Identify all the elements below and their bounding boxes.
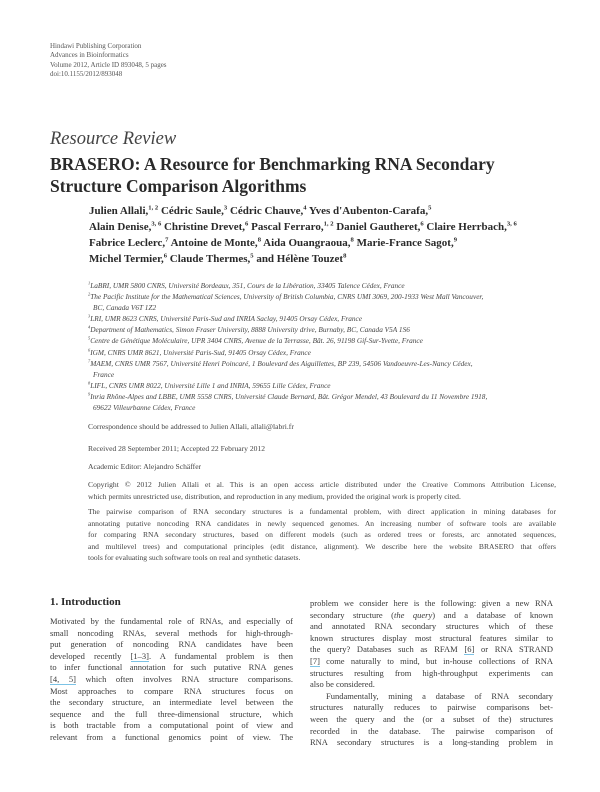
text-line: and annotated RNA secondary structures which of these (310, 621, 553, 632)
author-name: Cédric Saule, (158, 205, 224, 217)
affiliation-line (88, 280, 556, 291)
affiliation-line (88, 324, 556, 335)
affiliations (88, 280, 556, 413)
author-affiliation-mark: 3 (223, 204, 228, 212)
text-line: to infer functional annotation for such putative RNA genes (50, 662, 293, 673)
left-column (50, 616, 293, 744)
affiliation-text: France (93, 369, 115, 379)
text-line: structures resulting from high-throughput experiments can (310, 667, 553, 678)
affiliation-line (88, 358, 556, 369)
author-affiliation-mark: 8 (343, 252, 347, 260)
citation-link[interactable]: [6] (464, 644, 475, 655)
affiliation-text: Inria Rhône-Alpes and LBBE, UMR 5558 CNRS, Université Claude Bernard, Bât. Grégor Mendel, 43 Boulevard du 11 Novembre 1918, (90, 391, 488, 401)
affiliation-text: BC, Canada V6T 1Z2 (93, 303, 157, 313)
abstract-line: and multilevel trees) and computational principles (edit distance, alignment). We describe here the website BRASERO that offers (88, 541, 556, 551)
affiliation-number: 6 (88, 347, 91, 353)
author-affiliation-mark: 1, 2 (323, 220, 334, 228)
text-line: put generation of noncoding RNA candidates have been (50, 639, 293, 650)
affiliation-number: 2 (88, 291, 91, 297)
header-journal: Advances in Bioinformatics (50, 51, 129, 60)
text-span: or RNA STRAND (474, 644, 553, 655)
header-publisher: Hindawi Publishing Corporation (50, 42, 142, 50)
title-line: BRASERO: A Resource for Benchmarking RNA Secondary (50, 154, 495, 174)
affiliation-text: LIFL, CNRS UMR 8022, Université Lille 1 and INRIA, 59655 Lille Cédex, France (90, 380, 331, 390)
affiliation-line (88, 369, 556, 380)
text-line: relevant from a functional genomics point of view. The (50, 731, 293, 742)
affiliation-line (88, 402, 556, 413)
right-column (310, 598, 553, 749)
copyright (88, 479, 556, 502)
author-name: Claude Thermes, (167, 253, 251, 265)
author-name: Marie-France Sagot, (353, 237, 454, 249)
author-name: Michel Termier, (89, 253, 164, 265)
paper-title (50, 153, 495, 197)
text-line: also be considered. (310, 679, 375, 690)
affiliation-number: 9 (88, 391, 91, 397)
text-line: structures naturally reduces to pairwise comparisons bet- (310, 702, 553, 713)
text-line: ween the query and the (or a subset of the) structures (310, 713, 553, 724)
text-span: the query? Databases such as RFAM (310, 644, 465, 655)
affiliation-text: Centre de Génétique Moléculaire, UPR 3404 CNRS, Avenue de la Terrasse, Bât. 26, 91198 Gif-Sur-Yvette, France (90, 336, 423, 346)
citation-link[interactable]: [7] (310, 655, 320, 666)
author-affiliation-mark: 1, 2 (148, 204, 159, 212)
text-line: is both tractable from a computational point of view and (50, 720, 293, 731)
author-line (89, 203, 517, 219)
text-line: sequence and the full three-dimensional structure, which (50, 708, 293, 719)
affiliation-text: MAEM, CNRS UMR 7567, Université Henri Poincaré, 1 Boulevard des Aiguillettes, BP 239, 54506 Vandoeuvre-Les-Nancy Cédex, (90, 358, 473, 368)
author-name: Antoine de Monte, (168, 237, 258, 249)
author-name: Julien Allali, (89, 205, 149, 217)
affiliation-line (88, 391, 556, 402)
header-volume: Volume 2012, Article ID 893048, 5 pages (50, 60, 167, 69)
affiliation-text: IGM, CNRS UMR 8621, Université Paris-Sud, 91405 Orsay Cédex, France (90, 347, 311, 357)
affiliation-number: 3 (88, 313, 91, 319)
author-name: Claire Herrbach, (423, 221, 507, 233)
affiliation-number: 5 (88, 336, 91, 342)
text-line: problem we consider here is the following: given a new RNA (310, 598, 553, 608)
journal-header (50, 42, 167, 79)
text-line (310, 610, 553, 622)
emphasis: the query (394, 609, 433, 620)
affiliation-line (88, 313, 556, 324)
author-affiliation-mark: 6 (420, 220, 424, 228)
affiliation-text: LaBRI, UMR 5800 CNRS, Université Bordeaux, 351, Cours de la Libération, 33405 Talence Cédex, France (90, 281, 405, 290)
affiliation-number: 4 (88, 324, 91, 330)
author-affiliation-mark: 9 (453, 236, 458, 244)
author-name: Yves d'Aubenton-Carafa, (306, 205, 429, 217)
text-span: come naturally to mind, but in-house collections of RNA (319, 655, 553, 666)
author-affiliation-mark: 3, 6 (506, 220, 517, 228)
text-span: secondary structure ( (310, 609, 394, 620)
affiliation-line (88, 347, 556, 358)
text-line: recorded in the database. The pairwise comparison of (310, 725, 553, 736)
text-line (50, 674, 293, 686)
author-affiliation-mark: 4 (303, 204, 307, 212)
citation-link[interactable]: [4, 5] (50, 673, 76, 684)
citation-link[interactable]: [1–3] (130, 650, 149, 661)
text-line: small noncoding RNAs, several methods for high-through- (50, 627, 293, 638)
text-line (310, 656, 553, 668)
author-affiliation-mark: 5 (250, 252, 254, 260)
academic-editor: Academic Editor: Alejandro Schäffer (88, 462, 202, 471)
affiliation-line (88, 335, 556, 346)
abstract-line: tools for evaluating such software tools on real and synthetic datasets. (88, 553, 301, 562)
affiliation-text: 69622 Villeurbanne Cédex, France (93, 403, 196, 413)
text-span: developed recently (50, 650, 131, 661)
author-list (89, 203, 517, 267)
copyright-line: which permits unrestricted use, distribution, and reproduction in any medium, provided the original work is properly cited. (88, 491, 461, 501)
text-span: . A fundamental problem is then (148, 650, 293, 661)
affiliation-number: 8 (88, 380, 91, 386)
author-line (89, 235, 517, 251)
author-affiliation-mark: 5 (428, 204, 432, 212)
affiliation-number: 1 (88, 280, 91, 286)
text-span: which often involves RNA structure comparisons. (75, 673, 293, 684)
abstract-line: annotating putative noncoding RNA candidates in newly sequenced genomes. An increasing number of software tools are available (88, 518, 556, 528)
text-line: Most approaches to compare RNA structures focus on (50, 685, 293, 696)
text-line: Fundamentally, mining a database of RNA secondary (326, 690, 553, 701)
author-affiliation-mark: 8 (257, 236, 261, 244)
copyright-line: Copyright © 2012 Julien Allali et al. This is an open access article distributed under the Creative Commons Attribution License, (88, 480, 556, 489)
article-type: Resource Review (50, 129, 177, 149)
text-line: Motivated by the fundamental role of RNAs, and especially of (50, 616, 293, 626)
author-name: and Hélène Touzet (253, 253, 344, 265)
section-heading: 1. Introduction (50, 596, 121, 608)
correspondence: Correspondence should be addressed to Julien Allali, allali@labri.fr (88, 422, 294, 431)
author-name: Daniel Gautheret, (333, 221, 421, 233)
author-affiliation-mark: 6 (245, 220, 249, 228)
affiliation-line (88, 302, 556, 313)
text-line (50, 651, 293, 663)
title-line: Structure Comparison Algorithms (50, 176, 307, 196)
author-name: Pascal Ferraro, (248, 221, 324, 233)
author-name: Cédric Chauve, (227, 205, 304, 217)
affiliation-line (88, 380, 556, 391)
affiliation-text: LRI, UMR 8623 CNRS, Université Paris-Sud and INRIA Saclay, 91405 Orsay Cédex, France (90, 314, 363, 324)
affiliation-line (88, 291, 556, 302)
text-line: known structures display most structural features similar to (310, 632, 553, 643)
author-line (89, 251, 517, 267)
abstract-line: The pairwise comparison of RNA secondary structures is a fundamental problem, with direct application in mining databases for (88, 507, 556, 516)
text-line (310, 644, 553, 656)
affiliation-text: Department of Mathematics, Simon Fraser University, 8888 University drive, Burnaby, BC, Canada V5A 1S6 (90, 325, 410, 335)
author-name: Christine Drevet, (161, 221, 246, 233)
header-doi: doi:10.1155/2012/893048 (50, 69, 123, 78)
author-affiliation-mark: 6 (163, 252, 168, 260)
author-affiliation-mark: 8 (350, 236, 354, 244)
affiliation-text: The Pacific Institute for the Mathematical Sciences, University of British Columbia, CNRS UMI 3069, 200-1933 West Mall Vancouver, (90, 292, 484, 302)
author-name: Fabrice Leclerc, (89, 237, 166, 249)
affiliation-number: 7 (88, 358, 91, 364)
author-name: Alain Denise, (89, 221, 152, 233)
author-affiliation-mark: 3, 6 (151, 220, 162, 228)
text-line: the secondary structure, an intermediate level between the (50, 697, 293, 708)
text-span: ) and a database of known (432, 609, 554, 620)
author-name: Aida Ouangraoua, (260, 237, 351, 249)
author-line (89, 219, 517, 235)
text-line: RNA secondary structures is a long-standing problem in (310, 737, 553, 748)
received-dates: Received 28 September 2011; Accepted 22 February 2012 (88, 444, 266, 453)
abstract (88, 506, 556, 564)
author-affiliation-mark: 7 (165, 236, 169, 244)
abstract-line: for comparing RNA secondary structures, based on different models (such as ordered trees or forests, arc annotated sequences, (88, 530, 556, 539)
